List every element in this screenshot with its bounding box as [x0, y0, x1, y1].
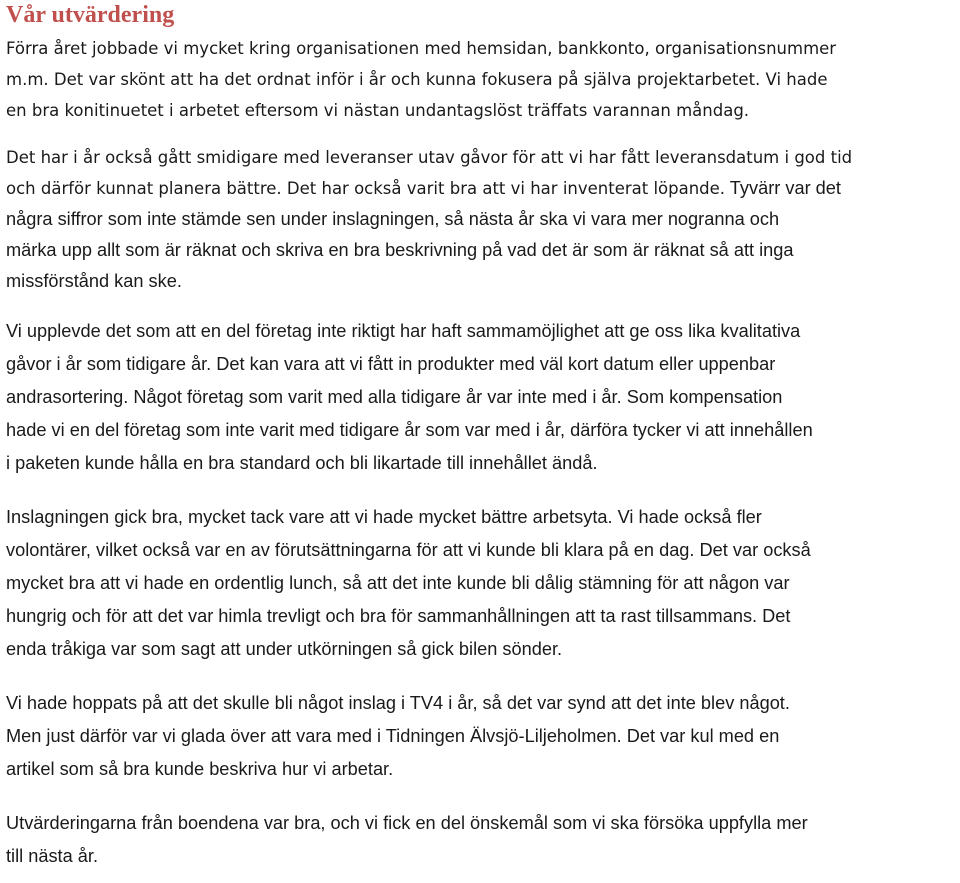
paragraph-2	[6, 142, 960, 297]
paragraph-line: volontärer, vilket också var en av förutsättningarna för att vi kunde bli klara på en dag. Det var också	[6, 540, 811, 560]
paragraph-4	[6, 501, 960, 666]
paragraph-line: hade vi en del företag som inte varit med tidigare år som var med i år, därföra tycker vi att innehållen	[6, 420, 813, 440]
paragraph-line: mycket bra att vi hade en ordentlig lunch, så att det inte kunde bli dålig stämning för att någon var	[6, 573, 790, 593]
paragraph-line: några siffror som inte stämde sen under inslagningen, så nästa år ska vi vara mer nogranna och	[6, 209, 780, 229]
paragraph-line: Det har i år också gått smidigare med leveranser utav gåvor för att vi har fått leveransdatum i god tid	[6, 148, 853, 167]
document-title: Vår utvärdering	[6, 2, 175, 28]
paragraph-line: Vi upplevde det som att en del företag inte riktigt har haft sammamöjlighet att ge oss lika kvalitativa	[6, 321, 801, 341]
paragraph-line: enda tråkiga var som sagt att under utkörningen så gick bilen sönder.	[6, 639, 563, 659]
paragraph-line: Vi hade hoppats på att det skulle bli något inslag i TV4 i år, så det var synd att det inte blev något.	[6, 693, 790, 713]
paragraph-5	[6, 687, 960, 786]
paragraph-line: andrasortering. Något företag som varit med alla tidigare år var inte med i år. Som kompensation	[6, 387, 783, 407]
paragraph-line: m.m. Det var skönt att ha det ordnat inför i år och kunna fokusera på själva projektarbetet. Vi hade	[6, 70, 828, 89]
paragraph-line: Men just därför var vi glada över att vara med i Tidningen Älvsjö-Liljeholmen. Det var kul med en	[6, 726, 780, 746]
paragraph-6	[6, 807, 960, 873]
paragraph-line: missförstånd kan ske.	[6, 271, 182, 291]
paragraph-line: Inslagningen gick bra, mycket tack vare att vi hade mycket bättre arbetsyta. Vi hade också fler	[6, 507, 762, 527]
document-page	[6, 0, 960, 873]
paragraph-1	[6, 33, 960, 126]
paragraph-line: gåvor i år som tidigare år. Det kan vara att vi fått in produkter med väl kort datum eller uppenbar	[6, 354, 776, 374]
paragraph-line: i paketen kunde hålla en bra standard och bli likartade till innehållet ändå.	[6, 453, 598, 473]
paragraph-line: märka upp allt som är räknat och skriva en bra beskrivning på vad det är som är räknat så att inga	[6, 240, 794, 260]
paragraph-line-part: och därför kunnat planera bättre. Det har också varit bra att vi har inventerat löpande.	[6, 179, 726, 198]
paragraph-line: en bra konitinuetet i arbetet eftersom vi nästan undantagslöst träffats varannan måndag.	[6, 101, 750, 120]
paragraph-line: Förra året jobbade vi mycket kring organisationen med hemsidan, bankkonto, organisationsnummer	[6, 39, 837, 58]
paragraph-line: Utvärderingarna från boendena var bra, och vi fick en del önskemål som vi ska försöka uppfylla mer	[6, 813, 808, 833]
paragraph-line	[6, 173, 960, 204]
paragraph-line-tail: Tyvärr var det	[725, 178, 841, 198]
paragraph-line: till nästa år.	[6, 846, 98, 866]
paragraph-line: hungrig och för att det var himla trevligt och bra för sammanhållningen att ta rast tillsammans. Det	[6, 606, 791, 626]
paragraph-3	[6, 315, 960, 480]
paragraph-line: artikel som så bra kunde beskriva hur vi arbetar.	[6, 759, 394, 779]
